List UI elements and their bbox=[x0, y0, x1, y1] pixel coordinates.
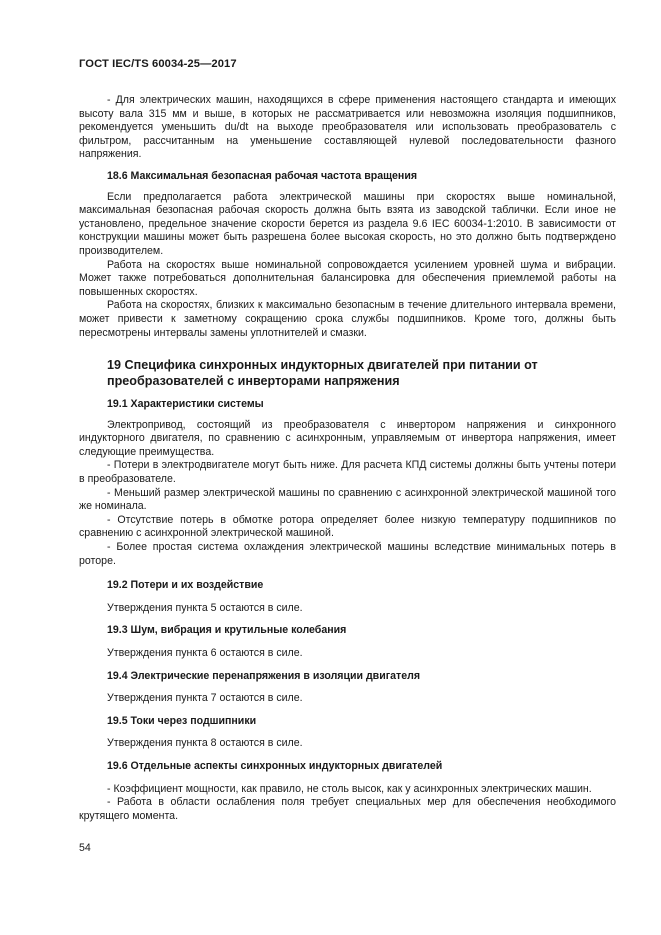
section-heading-18-6: 18.6 Максимальная безопасная рабочая частота вращения bbox=[107, 169, 418, 182]
list-item: - Коэффициент мощности, как правило, не столь высок, как у асинхронных электрических машин. bbox=[107, 782, 592, 795]
list-item: - Потери в электродвигателе могут быть ниже. Для расчета КПД системы должны быть учтены потери в преобразователе. bbox=[79, 459, 616, 486]
section-heading-19-1: 19.1 Характеристики системы bbox=[107, 398, 264, 411]
paragraph: Электропривод, состоящий из преобразователя с инвертором напряжения и синхронного индукторного двигателя, по сравнению с асинхронным, управляемым от инвертора напряжения, имеет следующие преимущества. bbox=[79, 418, 616, 458]
paragraph: Утверждения пункта 6 остаются в силе. bbox=[107, 647, 303, 659]
document-body bbox=[79, 94, 616, 823]
paragraph: Утверждения пункта 8 остаются в силе. bbox=[107, 737, 303, 750]
paragraph: - Для электрических машин, находящихся в сфере применения настоящего стандарта и имеющих высоту вала 315 мм и выше, в которых не рассматривается или невозможна изоляция подшипников, рекомендуется уменьшить du/dt на выходе преобразователя или использовать преобразователь с фильтром, рассчитанным на уменьшение составляющей нулевой последовательности фазного напряжения. bbox=[79, 94, 616, 161]
paragraph: Утверждения пункта 7 остаются в силе. bbox=[107, 692, 303, 705]
list-item: - Меньший размер электрической машины по сравнению с асинхронной электрической машиной того же номинала. bbox=[79, 486, 616, 513]
section-heading-19-2: 19.2 Потери и их воздействие bbox=[107, 579, 264, 592]
section-heading-19-4: 19.4 Электрические перенапряжения в изоляции двигателя bbox=[107, 669, 421, 682]
paragraph: Работа на скоростях выше номинальной сопровождается усилением уровней шума и вибрации. Может также потребоваться дополнительная балансировка для обеспечения приемлемой работы на повышенных скоростях. bbox=[79, 258, 616, 298]
document-header: ГОСТ IEC/TS 60034-25—2017 bbox=[79, 58, 237, 70]
list-item: - Более простая система охлаждения электрической машины вследствие минимальных потерь в роторе. bbox=[79, 541, 616, 567]
section-heading-19-6: 19.6 Отдельные аспекты синхронных индукторных двигателей bbox=[107, 759, 443, 772]
section-heading-19: 19 Специфика синхронных индукторных двигателей при питании от преобразователей с инверторами напряжения bbox=[107, 358, 538, 389]
paragraph: Утверждения пункта 5 остаются в силе. bbox=[107, 601, 303, 614]
paragraph: Работа на скоростях, близких к максимально безопасным в течение длительного интервала времени, может привести к заметному сокращению срока службы подшипников. Кроме того, должны быть пересмотрены интервалы замены уплотнителей и смазки. bbox=[79, 299, 616, 339]
list-item: - Работа в области ослабления поля требует специальных мер для обеспечения необходимого крутящего момента. bbox=[79, 796, 616, 822]
list-item: - Отсутствие потерь в обмотке ротора определяет более низкую температуру подшипников по сравнению с асинхронной электрической машиной. bbox=[79, 513, 616, 540]
section-heading-19-3: 19.3 Шум, вибрация и крутильные колебания bbox=[107, 624, 347, 637]
page-number: 54 bbox=[79, 842, 91, 854]
paragraph: Если предполагается работа электрической машины при скоростях выше номинальной, максимальная безопасная рабочая скорость должна быть взята из заводской таблички. Если иное не установлено, предельное значение скорости берется из раздела 9.6 IEC 60034-1:2010. В зависимости от конструкции машины может быть разрешена более высокая скорость, но это должно быть подтверждено производителем. bbox=[79, 190, 616, 257]
section-heading-19-5: 19.5 Токи через подшипники bbox=[107, 714, 257, 727]
